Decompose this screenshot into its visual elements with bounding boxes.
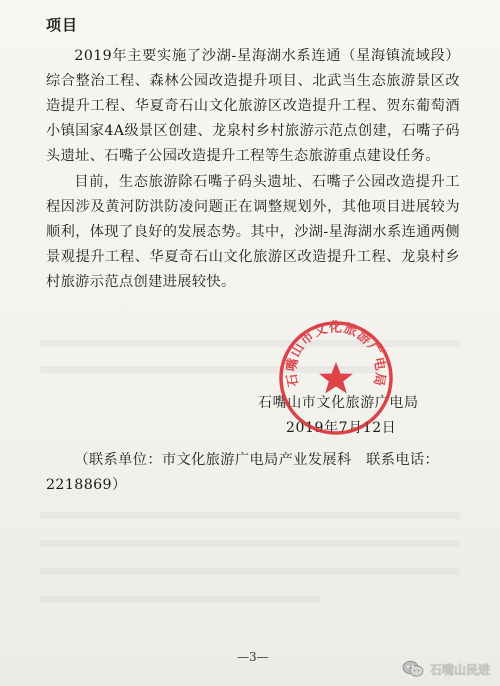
official-seal-icon [276, 318, 396, 438]
seal-star-icon [319, 362, 353, 394]
signature-date: 2019年7月12日 [286, 420, 397, 436]
page-number: — 3 — [237, 650, 269, 664]
watermark-text: 石嘴山民进 [429, 662, 490, 677]
bleed-through-line [40, 340, 460, 347]
body-paragraph-1: 2019年主要实施了沙湖-星海湖水系连通（星海镇流域段）综合整治工程、森林公园改造提升项目、北武当生态旅游景区改造提升工程、华夏奇石山文化旅游区改造提升工程、贺东葡萄酒小镇国家4A级景区创建、龙泉村乡村旅游示范点创建，石嘴子码头遗址、石嘴子公园改造提升工程等生态旅游重点建设任务。 [46, 48, 460, 164]
wechat-icon [402, 660, 424, 678]
bleed-through-line [40, 568, 460, 575]
seal-text: 石嘴山市文化旅游广电局 [284, 320, 388, 388]
bleed-through-line [40, 596, 320, 603]
bleed-through-line [40, 512, 460, 519]
section-heading: 项目 [46, 16, 79, 34]
watermark [402, 660, 490, 678]
body-paragraph-2: 目前，生态旅游除石嘴子码头遗址、石嘴子公园改造提升工程因涉及黄河防洪防凌问题正在调整规划外，其他项目进展较为顺利，体现了良好的发展态势。其中，沙湖-星海湖水系连通两侧景观提升工程、华夏奇石山文化旅游区改造提升工程、龙泉村乡村旅游示范点创建进展较快。 [46, 174, 460, 290]
signature-organization: 石嘴山市文化旅游广电局 [258, 395, 419, 411]
bleed-through-line [40, 540, 460, 547]
contact-info: （联系单位：市文化旅游广电局产业发展科 联系电话：2218869） [46, 452, 440, 493]
